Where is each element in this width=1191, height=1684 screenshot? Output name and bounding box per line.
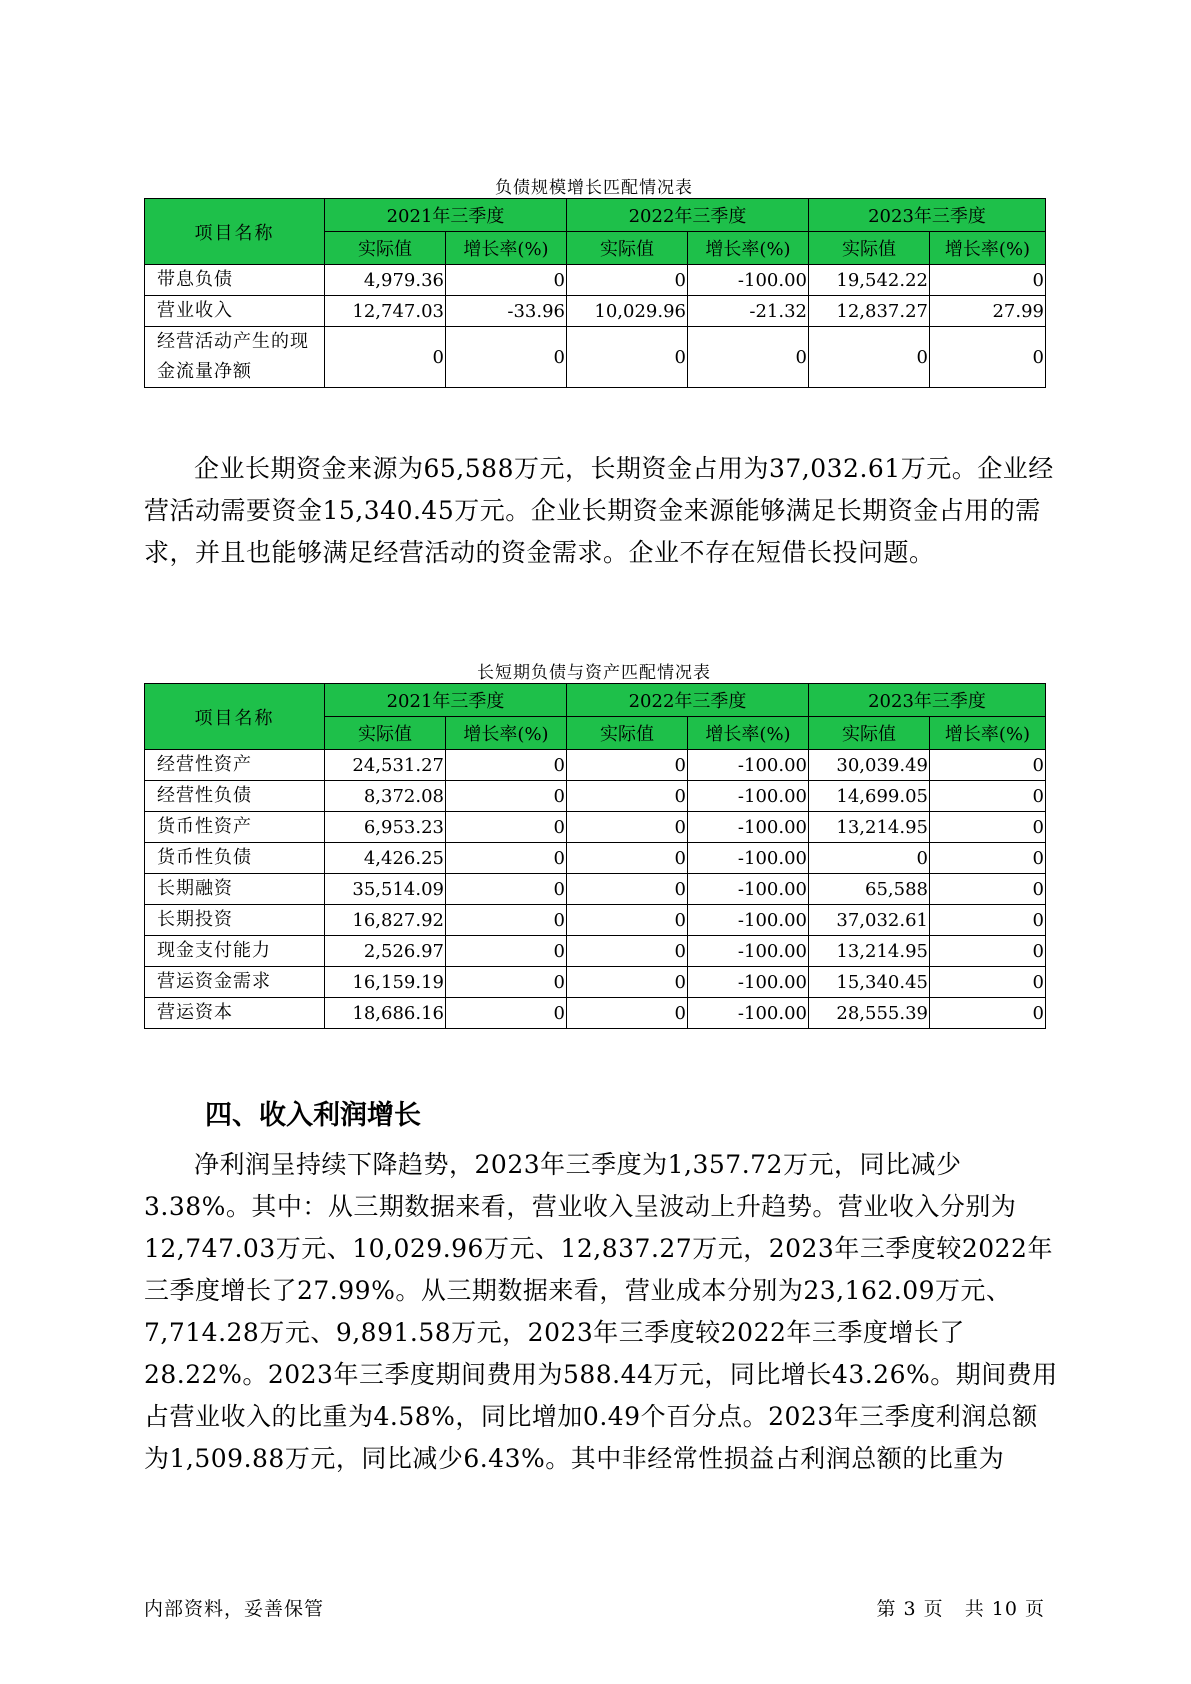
actual-value-header: 实际值 — [809, 232, 930, 265]
value-cell: 13,214.95 — [809, 812, 930, 843]
value-cell: 14,699.05 — [809, 781, 930, 812]
row-label: 营运资本 — [145, 998, 325, 1029]
row-label: 经营活动产生的现金流量净额 — [145, 327, 325, 388]
value-cell: 0 — [567, 874, 688, 905]
value-cell: 4,979.36 — [325, 265, 446, 296]
value-cell: 0 — [446, 750, 567, 781]
footer-page-number: 第 3 页 共 10 页 — [876, 1598, 1045, 1620]
value-cell: 15,340.45 — [809, 967, 930, 998]
value-cell: 0 — [930, 327, 1046, 388]
value-cell: 6,953.23 — [325, 812, 446, 843]
item-name-header: 项目名称 — [145, 684, 325, 750]
row-label: 营业收入 — [145, 296, 325, 327]
value-cell: 16,827.92 — [325, 905, 446, 936]
value-cell: 0 — [809, 843, 930, 874]
value-cell: -100.00 — [688, 874, 809, 905]
value-cell: 2,526.97 — [325, 936, 446, 967]
table-row — [145, 327, 1046, 388]
value-cell: 65,588 — [809, 874, 930, 905]
table-row — [145, 296, 1046, 327]
value-cell: 0 — [567, 905, 688, 936]
table-row — [145, 905, 1046, 936]
value-cell: 0 — [446, 327, 567, 388]
growth-rate-header: 增长率(%) — [930, 232, 1046, 265]
value-cell: 0 — [446, 905, 567, 936]
table-row — [145, 936, 1046, 967]
value-cell: 0 — [567, 998, 688, 1029]
value-cell: -100.00 — [688, 812, 809, 843]
value-cell: 35,514.09 — [325, 874, 446, 905]
growth-rate-header: 增长率(%) — [688, 232, 809, 265]
period-header: 2021年三季度 — [325, 684, 567, 717]
period-header: 2022年三季度 — [567, 684, 809, 717]
row-label: 长期融资 — [145, 874, 325, 905]
value-cell: -100.00 — [688, 781, 809, 812]
growth-rate-header: 增长率(%) — [446, 717, 567, 750]
value-cell: 13,214.95 — [809, 936, 930, 967]
value-cell: 37,032.61 — [809, 905, 930, 936]
value-cell: -100.00 — [688, 750, 809, 781]
value-cell: 0 — [567, 967, 688, 998]
actual-value-header: 实际值 — [809, 717, 930, 750]
row-label: 现金支付能力 — [145, 936, 325, 967]
table-row — [145, 812, 1046, 843]
actual-value-header: 实际值 — [567, 717, 688, 750]
value-cell: 0 — [809, 327, 930, 388]
value-cell: -100.00 — [688, 843, 809, 874]
growth-rate-header: 增长率(%) — [930, 717, 1046, 750]
value-cell: 30,039.49 — [809, 750, 930, 781]
value-cell: 0 — [446, 812, 567, 843]
row-label: 营运资金需求 — [145, 967, 325, 998]
debt-growth-table — [144, 198, 1046, 388]
value-cell: 0 — [446, 874, 567, 905]
value-cell: -33.96 — [446, 296, 567, 327]
actual-value-header: 实际值 — [567, 232, 688, 265]
value-cell: 0 — [930, 812, 1046, 843]
period-header: 2022年三季度 — [567, 199, 809, 232]
period-header: 2023年三季度 — [809, 684, 1046, 717]
value-cell: 0 — [567, 781, 688, 812]
value-cell: 0 — [446, 265, 567, 296]
value-cell: 0 — [567, 843, 688, 874]
value-cell: -100.00 — [688, 967, 809, 998]
value-cell: 0 — [688, 327, 809, 388]
value-cell: 0 — [567, 327, 688, 388]
value-cell: 19,542.22 — [809, 265, 930, 296]
item-name-header: 项目名称 — [145, 199, 325, 265]
value-cell: 0 — [446, 967, 567, 998]
period-header: 2023年三季度 — [809, 199, 1046, 232]
value-cell: 18,686.16 — [325, 998, 446, 1029]
value-cell: 4,426.25 — [325, 843, 446, 874]
table-row — [145, 843, 1046, 874]
row-label: 经营性资产 — [145, 750, 325, 781]
value-cell: 0 — [930, 874, 1046, 905]
table-row — [145, 781, 1046, 812]
section-heading: 四、收入利润增长 — [205, 1100, 421, 1131]
paragraph-income-profit: 净利润呈持续下降趋势，2023年三季度为1,357.72万元，同比减少3.38%。其中：从三期数据来看，营业收入呈波动上升趋势。营业收入分别为12,747.03万元、10,029.96万元、12,837.27万元，2023年三季度较2022年三季度增长了27.99%。从三期数据来看，营业成本分别为23,162.09万元、7,714.28万元、9,891.58万元，2023年三季度较2022年三季度增长了28.22%。2023年三季度期间费用为588.44万元，同比增长43.26%。期间费用占营业收入的比重为4.58%，同比增加0.49个百分点。2023年三季度利润总额为1,509.88万元，同比减少6.43%。其中非经常性损益占利润总额的比重为 — [144, 1150, 1058, 1473]
value-cell: 27.99 — [930, 296, 1046, 327]
growth-rate-header: 增长率(%) — [688, 717, 809, 750]
asset-liability-match-table — [144, 683, 1046, 1029]
value-cell: 10,029.96 — [567, 296, 688, 327]
row-label: 带息负债 — [145, 265, 325, 296]
value-cell: 0 — [325, 327, 446, 388]
paragraph-long-term-funds: 企业长期资金来源为65,588万元，长期资金占用为37,032.61万元。企业经营活动需要资金15,340.45万元。企业长期资金来源能够满足长期资金占用的需求，并且也能够满足经营活动的资金需求。企业不存在短借长投问题。 — [144, 454, 1054, 567]
table-row — [145, 874, 1046, 905]
value-cell: -100.00 — [688, 265, 809, 296]
value-cell: 0 — [446, 998, 567, 1029]
row-label: 货币性资产 — [145, 812, 325, 843]
value-cell: 0 — [446, 936, 567, 967]
table-row — [145, 998, 1046, 1029]
value-cell: 0 — [930, 781, 1046, 812]
value-cell: 0 — [446, 843, 567, 874]
value-cell: 0 — [567, 265, 688, 296]
footer-confidential: 内部资料，妥善保管 — [144, 1598, 325, 1620]
table-row — [145, 265, 1046, 296]
value-cell: 12,747.03 — [325, 296, 446, 327]
actual-value-header: 实际值 — [325, 717, 446, 750]
table1-caption: 负债规模增长匹配情况表 — [495, 178, 693, 198]
table-row — [145, 750, 1046, 781]
period-header: 2021年三季度 — [325, 199, 567, 232]
value-cell: 0 — [567, 936, 688, 967]
value-cell: 0 — [567, 750, 688, 781]
value-cell: -21.32 — [688, 296, 809, 327]
value-cell: 0 — [567, 812, 688, 843]
row-label: 经营性负债 — [145, 781, 325, 812]
value-cell: 24,531.27 — [325, 750, 446, 781]
value-cell: -100.00 — [688, 936, 809, 967]
value-cell: 0 — [930, 750, 1046, 781]
row-label: 长期投资 — [145, 905, 325, 936]
value-cell: 0 — [930, 967, 1046, 998]
actual-value-header: 实际值 — [325, 232, 446, 265]
value-cell: 0 — [930, 843, 1046, 874]
value-cell: 28,555.39 — [809, 998, 930, 1029]
row-label: 货币性负债 — [145, 843, 325, 874]
value-cell: 16,159.19 — [325, 967, 446, 998]
value-cell: 0 — [930, 905, 1046, 936]
value-cell: -100.00 — [688, 905, 809, 936]
value-cell: 0 — [930, 998, 1046, 1029]
value-cell: 0 — [930, 265, 1046, 296]
growth-rate-header: 增长率(%) — [446, 232, 567, 265]
value-cell: 0 — [930, 936, 1046, 967]
value-cell: 0 — [446, 781, 567, 812]
value-cell: 12,837.27 — [809, 296, 930, 327]
table2-caption: 长短期负债与资产匹配情况表 — [477, 663, 711, 683]
table-row — [145, 967, 1046, 998]
value-cell: -100.00 — [688, 998, 809, 1029]
value-cell: 8,372.08 — [325, 781, 446, 812]
